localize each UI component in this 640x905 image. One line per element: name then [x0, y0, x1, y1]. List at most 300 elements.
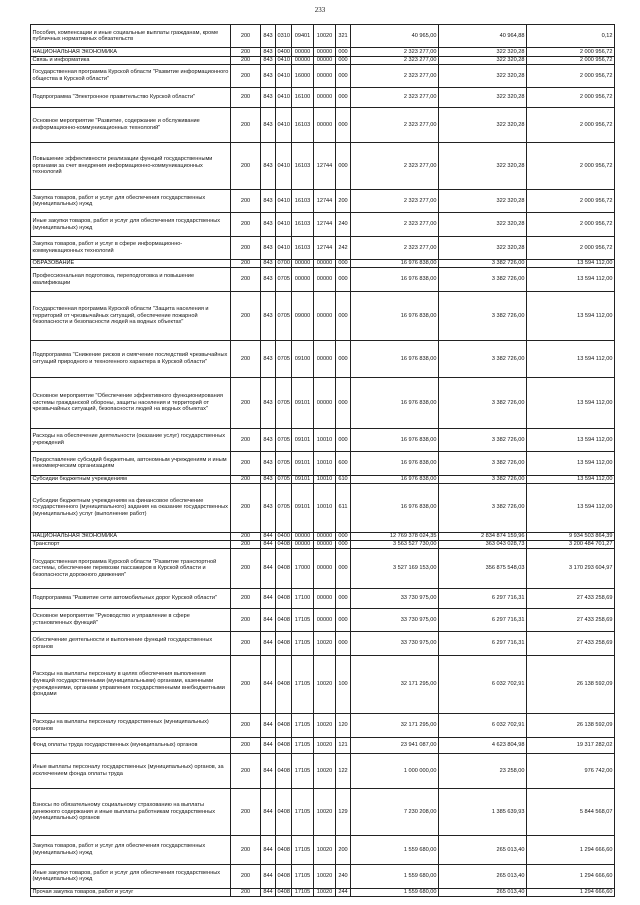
plan-amount: 2 323 277,00	[351, 48, 439, 56]
direction-code: 10020	[314, 655, 336, 714]
program-code: 16103	[292, 213, 314, 236]
plan-amount: 16 976 838,00	[351, 340, 439, 377]
expense-name: Профессиональная подготовка, переподготовка и повышение квалификации	[31, 268, 231, 291]
table-row	[31, 541, 615, 549]
fact-amount: 3 382 726,00	[439, 291, 527, 340]
admin-code: 200	[231, 737, 261, 753]
expense-name: Иные закупки товаров, работ и услуг для обеспечения государственных (муниципальных) нужд	[31, 865, 231, 888]
remainder-amount: 13 594 112,00	[527, 428, 615, 451]
program-code: 09101	[292, 378, 314, 428]
program-code: 17100	[292, 589, 314, 609]
remainder-amount: 13 594 112,00	[527, 483, 615, 532]
admin-code: 200	[231, 108, 261, 143]
expense-name: Закупка товаров, работ и услуг в сфере информационно-коммуникационных технологий	[31, 236, 231, 259]
glava-code: 844	[261, 754, 276, 789]
glava-code: 843	[261, 291, 276, 340]
program-code: 17105	[292, 737, 314, 753]
program-code: 09000	[292, 291, 314, 340]
program-code: 16103	[292, 143, 314, 190]
vid-code: 000	[336, 268, 351, 291]
admin-code: 200	[231, 714, 261, 737]
fact-amount: 322 320,28	[439, 56, 527, 64]
plan-amount: 16 976 838,00	[351, 291, 439, 340]
glava-code: 843	[261, 213, 276, 236]
admin-code: 200	[231, 260, 261, 268]
glava-code: 843	[261, 268, 276, 291]
fact-amount: 6 297 716,31	[439, 632, 527, 655]
program-code: 00000	[292, 260, 314, 268]
program-code: 17105	[292, 888, 314, 896]
remainder-amount: 5 844 568,07	[527, 789, 615, 836]
vid-code: 000	[336, 108, 351, 143]
vid-code: 000	[336, 88, 351, 108]
glava-code: 844	[261, 632, 276, 655]
vid-code: 000	[336, 291, 351, 340]
admin-code: 200	[231, 608, 261, 631]
direction-code: 00000	[314, 268, 336, 291]
expense-name: Подпрограмма "Развитие сети автомобильных дорог Курской области"	[31, 589, 231, 609]
program-code: 16103	[292, 190, 314, 213]
remainder-amount: 2 000 956,72	[527, 88, 615, 108]
table-row	[31, 340, 615, 377]
admin-code: 200	[231, 190, 261, 213]
plan-amount: 2 323 277,00	[351, 143, 439, 190]
expense-name: Субсидии бюджетным учреждениям на финансовое обеспечение государственного (муниципального) задания на оказание государственных (муниципальных) услуг (выполнение работ)	[31, 483, 231, 532]
expense-name: Закупка товаров, работ и услуг для обеспечения государственных (муниципальных) нужд	[31, 190, 231, 213]
admin-code: 200	[231, 541, 261, 549]
admin-code: 200	[231, 632, 261, 655]
admin-code: 200	[231, 268, 261, 291]
vid-code: 000	[336, 632, 351, 655]
plan-amount: 7 230 208,00	[351, 789, 439, 836]
glava-code: 843	[261, 48, 276, 56]
razdel-code: 0705	[276, 483, 292, 532]
direction-code: 00000	[314, 589, 336, 609]
remainder-amount: 3 200 484 701,27	[527, 541, 615, 549]
plan-amount: 3 527 169 153,00	[351, 549, 439, 589]
expense-name: Основное мероприятие "Обеспечение эффективного функционирования системы гражданской обороны, защиты населения и территорий от чрезвычайных ситуаций, безопасности людей на водных объектах"	[31, 378, 231, 428]
glava-code: 844	[261, 549, 276, 589]
glava-code: 843	[261, 260, 276, 268]
admin-code: 200	[231, 56, 261, 64]
razdel-code: 0410	[276, 190, 292, 213]
plan-amount: 32 171 295,00	[351, 714, 439, 737]
plan-amount: 40 965,00	[351, 25, 439, 48]
fact-amount: 265 013,40	[439, 836, 527, 865]
remainder-amount: 19 317 282,02	[527, 737, 615, 753]
admin-code: 200	[231, 213, 261, 236]
admin-code: 200	[231, 754, 261, 789]
razdel-code: 0400	[277, 48, 290, 55]
vid-code: 000	[336, 378, 351, 428]
program-code: 16103	[292, 108, 314, 143]
table-row	[31, 475, 615, 483]
fact-amount: 3 382 726,00	[439, 340, 527, 377]
remainder-amount: 13 594 112,00	[527, 378, 615, 428]
fact-amount: 6 297 716,31	[439, 589, 527, 609]
remainder-amount: 2 000 956,72	[527, 56, 615, 64]
glava-code: 844	[261, 737, 276, 753]
table-row	[31, 549, 615, 589]
admin-code: 200	[231, 589, 261, 609]
plan-amount: 33 730 975,00	[351, 632, 439, 655]
razdel-code: 0705	[277, 475, 290, 482]
fact-amount: 356 875 548,03	[439, 549, 527, 589]
direction-code: 10020	[314, 714, 336, 737]
vid-code: 242	[336, 236, 351, 259]
razdel-code: 0408	[276, 655, 292, 714]
vid-code: 244	[336, 888, 351, 896]
table-row	[31, 532, 615, 540]
vid-code: 122	[336, 754, 351, 789]
admin-code: 200	[231, 789, 261, 836]
remainder-amount: 13 594 112,00	[527, 452, 615, 475]
direction-code: 00000	[314, 48, 336, 56]
expense-name: Транспорт	[31, 541, 231, 549]
page-number: 233	[314, 6, 326, 14]
glava-code: 843	[261, 108, 276, 143]
plan-amount: 2 323 277,00	[351, 190, 439, 213]
fact-amount: 6 032 702,91	[439, 714, 527, 737]
fact-amount: 23 258,00	[439, 754, 527, 789]
plan-amount: 16 976 838,00	[351, 428, 439, 451]
program-code: 00000	[292, 48, 314, 56]
razdel-code: 0705	[276, 452, 292, 475]
fact-amount: 322 320,28	[439, 108, 527, 143]
fact-amount: 3 382 726,00	[439, 428, 527, 451]
program-code: 00000	[292, 532, 314, 540]
direction-code: 00000	[314, 64, 336, 87]
remainder-amount: 13 594 112,00	[527, 268, 615, 291]
program-code: 09101	[292, 483, 314, 532]
table-row	[31, 25, 615, 48]
admin-code: 200	[231, 888, 261, 896]
program-code: 09101	[292, 452, 314, 475]
plan-amount: 2 323 277,00	[351, 64, 439, 87]
plan-amount: 2 323 277,00	[351, 88, 439, 108]
direction-code: 00000	[314, 608, 336, 631]
glava-code: 843	[261, 475, 276, 483]
table-row	[31, 378, 615, 428]
program-code: 09401	[292, 25, 314, 48]
glava-code: 843	[261, 64, 276, 87]
plan-amount: 1 559 680,00	[351, 836, 439, 865]
plan-amount: 2 323 277,00	[351, 213, 439, 236]
plan-amount: 16 976 838,00	[351, 268, 439, 291]
table-row	[31, 836, 615, 865]
glava-code: 843	[261, 428, 276, 451]
razdel-code: 0700	[277, 260, 290, 267]
vid-code: 000	[336, 428, 351, 451]
table-row	[31, 48, 615, 56]
expense-name: Взносы по обязательному социальному страхованию на выплаты денежного содержания и иные выплаты работникам государственных (муниципальных) органов	[31, 789, 231, 836]
expense-name: Расходы на выплаты персоналу в целях обеспечения выполнения функций государственными (муниципальными) органами, казенными учреждениями, органами управления государственными внебюджетными фондами	[31, 655, 231, 714]
vid-code: 000	[336, 532, 351, 540]
vid-code: 121	[336, 737, 351, 753]
expense-name: Расходы на выплаты персоналу государственных (муниципальных) органов	[31, 714, 231, 737]
remainder-amount: 1 294 666,60	[527, 888, 615, 896]
razdel-code: 0408	[276, 737, 292, 753]
table-row	[31, 143, 615, 190]
vid-code: 000	[336, 589, 351, 609]
fact-amount: 6 032 702,91	[439, 655, 527, 714]
program-code: 09100	[292, 340, 314, 377]
plan-amount: 16 976 838,00	[351, 260, 439, 268]
table-row	[31, 865, 615, 888]
vid-code: 000	[336, 64, 351, 87]
plan-amount: 16 976 838,00	[351, 378, 439, 428]
table-row	[31, 260, 615, 268]
direction-code: 10010	[314, 452, 336, 475]
admin-code: 200	[231, 236, 261, 259]
admin-code: 200	[231, 378, 261, 428]
vid-code: 000	[336, 48, 351, 56]
table-row	[31, 108, 615, 143]
razdel-code: 0705	[276, 340, 292, 377]
expense-name: Повышение эффективности реализации функций государственными органами за счет внедрения информационно-коммуникационных технологий	[31, 143, 231, 190]
table-row	[31, 754, 615, 789]
table-row	[31, 428, 615, 451]
fact-amount: 3 382 726,00	[439, 452, 527, 475]
remainder-amount: 1 294 666,60	[527, 836, 615, 865]
fact-amount: 6 297 716,31	[439, 608, 527, 631]
program-code: 09101	[292, 428, 314, 451]
direction-code: 10010	[314, 475, 336, 483]
remainder-amount: 26 138 592,09	[527, 655, 615, 714]
plan-amount: 33 730 975,00	[351, 589, 439, 609]
table-row	[31, 88, 615, 108]
direction-code: 00000	[314, 340, 336, 377]
plan-amount: 2 323 277,00	[351, 56, 439, 64]
table-row	[31, 452, 615, 475]
program-code: 17000	[292, 549, 314, 589]
expense-name: Закупка товаров, работ и услуг для обеспечения государственных (муниципальных) нужд	[31, 836, 231, 865]
vid-code: 000	[336, 340, 351, 377]
remainder-amount: 1 294 666,60	[527, 865, 615, 888]
direction-code: 00000	[314, 532, 336, 540]
razdel-code: 0408	[276, 789, 292, 836]
direction-code: 12744	[314, 213, 336, 236]
vid-code: 000	[336, 541, 351, 549]
table-row	[31, 737, 615, 753]
expense-name: Государственная программа Курской области "Развитие информационного общества в Курской области"	[31, 64, 231, 87]
razdel-code: 0408	[276, 836, 292, 865]
admin-code: 200	[231, 655, 261, 714]
expense-name: ОБРАЗОВАНИЕ	[31, 260, 231, 268]
razdel-code: 0408	[276, 714, 292, 737]
remainder-amount: 976 742,00	[527, 754, 615, 789]
table-row	[31, 64, 615, 87]
razdel-code: 0408	[276, 865, 292, 888]
remainder-amount: 2 000 956,72	[527, 48, 615, 56]
table-row	[31, 213, 615, 236]
razdel-code: 0408	[276, 754, 292, 789]
glava-code: 844	[261, 888, 276, 896]
remainder-amount: 13 594 112,00	[527, 291, 615, 340]
remainder-amount: 2 000 956,72	[527, 143, 615, 190]
fact-amount: 363 043 028,73	[439, 541, 527, 549]
fact-amount: 322 320,28	[439, 190, 527, 213]
program-code: 17105	[292, 714, 314, 737]
glava-code: 844	[261, 865, 276, 888]
fact-amount: 322 320,28	[439, 236, 527, 259]
remainder-amount: 2 000 956,72	[527, 108, 615, 143]
plan-amount: 16 976 838,00	[351, 483, 439, 532]
fact-amount: 322 320,28	[439, 143, 527, 190]
remainder-amount: 13 594 112,00	[527, 260, 615, 268]
admin-code: 200	[231, 64, 261, 87]
fact-amount: 40 964,88	[439, 25, 527, 48]
expense-name: Связь и информатика	[31, 56, 231, 64]
plan-amount: 2 323 277,00	[351, 108, 439, 143]
razdel-code: 0410	[276, 213, 292, 236]
glava-code: 843	[261, 236, 276, 259]
direction-code: 00000	[314, 88, 336, 108]
glava-code: 844	[261, 714, 276, 737]
expense-name: Государственная программа Курской области "Защита населения и территорий от чрезвычайных ситуаций, обеспечение пожарной безопасности и безопасности людей на водных объектах"	[31, 291, 231, 340]
razdel-code: 0408	[277, 541, 290, 548]
razdel-code: 0410	[276, 143, 292, 190]
glava-code: 844	[261, 836, 276, 865]
table-row	[31, 714, 615, 737]
admin-code: 200	[231, 428, 261, 451]
expense-name: Основное мероприятие "Развитие, содержание и обслуживание информационно-коммуникационных технологий"	[31, 108, 231, 143]
plan-amount: 2 323 277,00	[351, 236, 439, 259]
plan-amount: 1 000 000,00	[351, 754, 439, 789]
direction-code: 00000	[314, 549, 336, 589]
glava-code: 843	[261, 378, 276, 428]
expense-name: Основное мероприятие "Руководство и управление в сфере установленных функций"	[31, 608, 231, 631]
admin-code: 200	[231, 836, 261, 865]
fact-amount: 3 382 726,00	[439, 475, 527, 483]
razdel-code: 0408	[276, 549, 292, 589]
plan-amount: 32 171 295,00	[351, 655, 439, 714]
vid-code: 610	[336, 475, 351, 483]
admin-code: 200	[231, 88, 261, 108]
program-code: 16100	[292, 88, 314, 108]
expense-name: НАЦИОНАЛЬНАЯ ЭКОНОМИКА	[31, 532, 231, 540]
vid-code: 000	[336, 260, 351, 268]
razdel-code: 0408	[276, 608, 292, 631]
expense-name: Подпрограмма "Снижение рисков и смягчение последствий чрезвычайных ситуаций природного и техногенного характера в Курской области"	[31, 340, 231, 377]
razdel-code: 0705	[276, 291, 292, 340]
table-row	[31, 589, 615, 609]
razdel-code: 0410	[276, 64, 292, 87]
fact-amount: 2 834 874 159,96	[439, 532, 527, 540]
program-code: 17105	[292, 655, 314, 714]
expense-name: Иные выплаты персоналу государственных (муниципальных) органов, за исключением фонда оплаты труда	[31, 754, 231, 789]
vid-code: 120	[336, 714, 351, 737]
glava-code: 843	[261, 452, 276, 475]
expense-name: Фонд оплаты труда государственных (муниципальных) органов	[31, 737, 231, 753]
fact-amount: 322 320,28	[439, 213, 527, 236]
vid-code: 200	[336, 190, 351, 213]
vid-code: 611	[336, 483, 351, 532]
razdel-code: 0410	[276, 88, 292, 108]
glava-code: 843	[261, 190, 276, 213]
glava-code: 843	[261, 340, 276, 377]
vid-code: 240	[336, 865, 351, 888]
razdel-code: 0410	[277, 56, 290, 63]
expense-name: Расходы на обеспечение деятельности (оказание услуг) государственных учреждений	[31, 428, 231, 451]
admin-code: 200	[231, 475, 261, 483]
fact-amount: 322 320,28	[439, 48, 527, 56]
fact-amount: 1 385 639,93	[439, 789, 527, 836]
fact-amount: 265 013,40	[439, 865, 527, 888]
program-code: 16103	[292, 236, 314, 259]
razdel-code: 0408	[276, 589, 292, 609]
direction-code: 10020	[314, 754, 336, 789]
admin-code: 200	[231, 143, 261, 190]
remainder-amount: 2 000 956,72	[527, 190, 615, 213]
admin-code: 200	[231, 483, 261, 532]
plan-amount: 1 559 680,00	[351, 865, 439, 888]
glava-code: 844	[261, 608, 276, 631]
direction-code: 00000	[314, 541, 336, 549]
vid-code: 321	[336, 25, 351, 48]
vid-code: 600	[336, 452, 351, 475]
plan-amount: 23 941 087,00	[351, 737, 439, 753]
admin-code: 200	[231, 48, 261, 56]
glava-code: 844	[261, 789, 276, 836]
table-row	[31, 268, 615, 291]
admin-code: 200	[231, 532, 261, 540]
fact-amount: 3 382 726,00	[439, 483, 527, 532]
plan-amount: 33 730 975,00	[351, 608, 439, 631]
program-code: 17105	[292, 632, 314, 655]
program-code: 00000	[292, 541, 314, 549]
remainder-amount: 3 170 293 604,97	[527, 549, 615, 589]
direction-code: 12744	[314, 190, 336, 213]
expense-name: Пособия, компенсации и иные социальные выплаты гражданам, кроме публичных нормативных обязательств	[31, 25, 231, 48]
table-row	[31, 888, 615, 896]
admin-code: 200	[231, 340, 261, 377]
admin-code: 200	[231, 452, 261, 475]
remainder-amount: 27 433 258,69	[527, 589, 615, 609]
vid-code: 100	[336, 655, 351, 714]
direction-code: 00000	[314, 56, 336, 64]
table-row	[31, 190, 615, 213]
glava-code: 843	[261, 25, 276, 48]
remainder-amount: 26 138 592,09	[527, 714, 615, 737]
fact-amount: 322 320,28	[439, 88, 527, 108]
direction-code: 00000	[314, 108, 336, 143]
program-code: 17105	[292, 836, 314, 865]
program-code: 09101	[292, 475, 314, 483]
remainder-amount: 9 934 503 864,39	[527, 532, 615, 540]
direction-code: 10020	[314, 865, 336, 888]
table-row	[31, 483, 615, 532]
glava-code: 843	[261, 483, 276, 532]
direction-code: 10010	[314, 483, 336, 532]
admin-code: 200	[231, 549, 261, 589]
table-row	[31, 789, 615, 836]
direction-code: 10020	[314, 632, 336, 655]
razdel-code: 0705	[276, 378, 292, 428]
razdel-code: 0705	[276, 428, 292, 451]
expense-name: Подпрограмма "Электронное правительство Курской области"	[31, 88, 231, 108]
razdel-code: 0408	[276, 632, 292, 655]
glava-code: 843	[261, 143, 276, 190]
glava-code: 844	[261, 589, 276, 609]
razdel-code: 0410	[276, 108, 292, 143]
fact-amount: 322 320,28	[439, 64, 527, 87]
admin-code: 200	[231, 25, 261, 48]
expense-name: НАЦИОНАЛЬНАЯ ЭКОНОМИКА	[31, 48, 231, 56]
vid-code: 000	[336, 56, 351, 64]
program-code: 16000	[292, 64, 314, 87]
fact-amount: 4 623 804,98	[439, 737, 527, 753]
